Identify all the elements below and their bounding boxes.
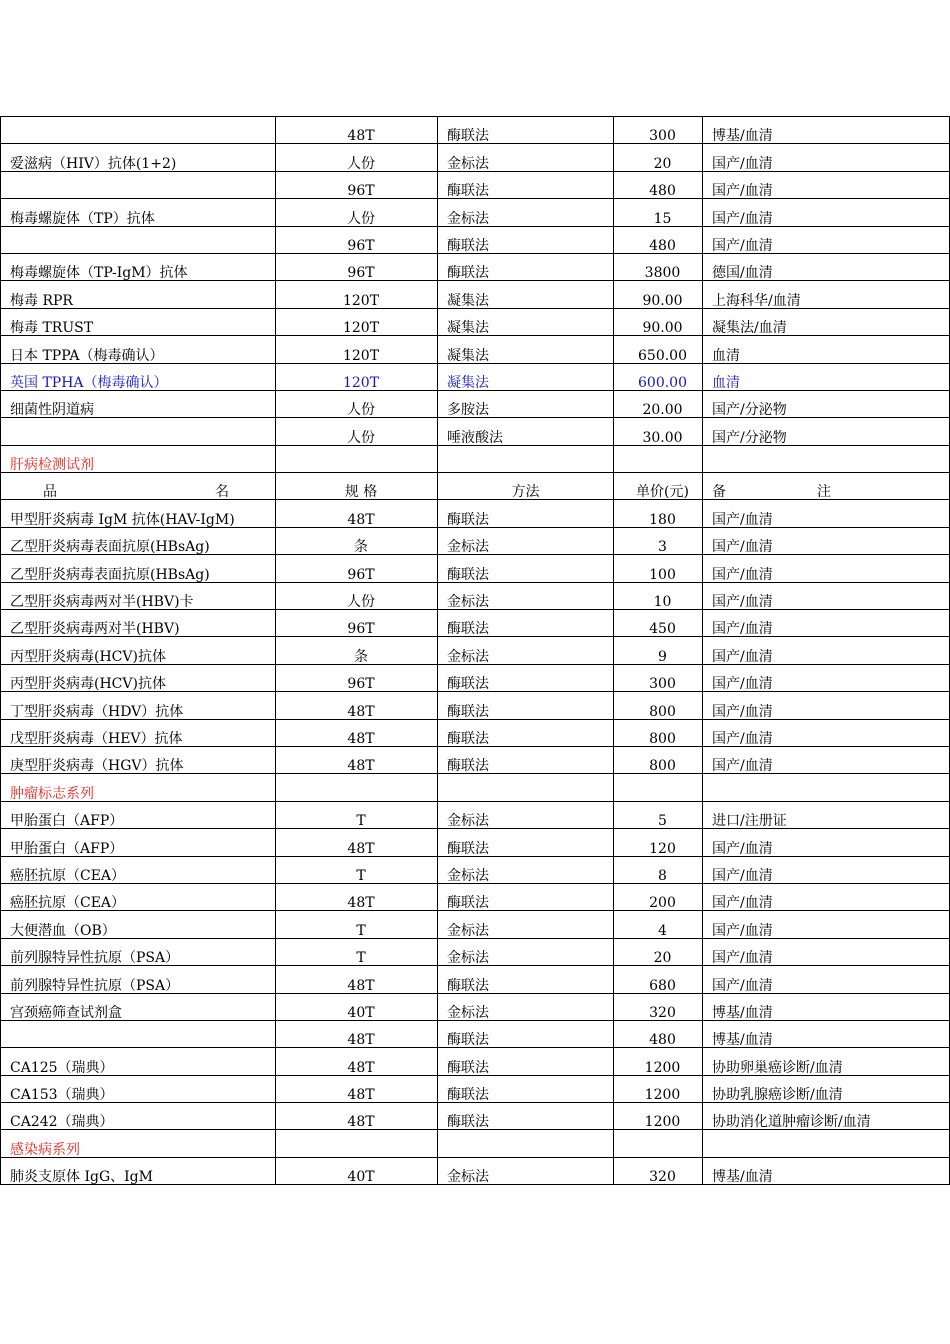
product-spec: 96T [276, 253, 438, 280]
product-price: 20 [614, 938, 703, 965]
product-remark: 国产/血清 [703, 144, 950, 171]
product-remark: 国产/血清 [703, 746, 950, 773]
col-header-name-part: 品 [43, 484, 57, 500]
product-name: 乙型肝炎病毒两对半(HBV)卡 [1, 582, 276, 609]
product-remark: 国产/血清 [703, 829, 950, 856]
product-spec: 人份 [276, 418, 438, 445]
product-price: 450 [614, 610, 703, 637]
product-price: 9 [614, 637, 703, 664]
product-method: 凝集法 [438, 308, 614, 335]
product-method: 酶联法 [438, 610, 614, 637]
product-remark: 国产/血清 [703, 527, 950, 554]
product-spec: 条 [276, 527, 438, 554]
product-price: 800 [614, 719, 703, 746]
product-method: 酶联法 [438, 1075, 614, 1102]
product-method: 凝集法 [438, 336, 614, 363]
product-spec: 120T [276, 363, 438, 390]
product-remark: 国产/血清 [703, 199, 950, 226]
product-remark: 国产/血清 [703, 692, 950, 719]
product-method: 酶联法 [438, 226, 614, 253]
product-method: 酶联法 [438, 500, 614, 527]
product-price: 600.00 [614, 363, 703, 390]
product-method: 酶联法 [438, 1020, 614, 1047]
product-price: 120 [614, 829, 703, 856]
product-name: 前列腺特异性抗原（PSA） [1, 938, 276, 965]
product-price: 4 [614, 911, 703, 938]
empty-cell [614, 774, 703, 801]
product-price: 800 [614, 692, 703, 719]
product-price: 5 [614, 801, 703, 828]
product-method: 酶联法 [438, 746, 614, 773]
product-remark: 国产/血清 [703, 226, 950, 253]
empty-cell [438, 774, 614, 801]
table-row [1, 993, 950, 1020]
product-name: CA242（瑞典） [1, 1103, 276, 1130]
product-spec: 条 [276, 637, 438, 664]
table-row [1, 966, 950, 993]
product-price: 90.00 [614, 308, 703, 335]
table-row [1, 856, 950, 883]
table-row [1, 610, 950, 637]
table-row [1, 308, 950, 335]
product-name: 丁型肝炎病毒（HDV）抗体 [1, 692, 276, 719]
product-remark: 国产/血清 [703, 500, 950, 527]
product-method: 凝集法 [438, 363, 614, 390]
product-remark: 国产/分泌物 [703, 390, 950, 417]
product-remark: 协助乳腺癌诊断/血清 [703, 1075, 950, 1102]
product-name [1, 418, 276, 445]
product-spec: 48T [276, 883, 438, 910]
reagent-price-table [0, 116, 950, 1185]
product-remark: 凝集法/血清 [703, 308, 950, 335]
product-price: 1200 [614, 1075, 703, 1102]
table-row [1, 500, 950, 527]
product-spec: 96T [276, 664, 438, 691]
product-remark: 博基/血清 [703, 117, 950, 144]
product-name: 丙型肝炎病毒(HCV)抗体 [1, 664, 276, 691]
product-spec: T [276, 801, 438, 828]
product-name: 日本 TPPA（梅毒确认） [1, 336, 276, 363]
col-header-name [1, 473, 276, 500]
product-name: 甲型肝炎病毒 IgM 抗体(HAV-IgM) [1, 500, 276, 527]
product-spec: 48T [276, 719, 438, 746]
product-method: 酶联法 [438, 664, 614, 691]
product-spec: T [276, 856, 438, 883]
product-method: 金标法 [438, 1157, 614, 1184]
table-row [1, 253, 950, 280]
table-row [1, 171, 950, 198]
product-price: 100 [614, 555, 703, 582]
product-spec: 40T [276, 993, 438, 1020]
product-spec: 40T [276, 1157, 438, 1184]
product-price: 3 [614, 527, 703, 554]
product-method: 酶联法 [438, 117, 614, 144]
product-method: 多胺法 [438, 390, 614, 417]
product-name: 英国 TPHA（梅毒确认） [1, 363, 276, 390]
product-price: 180 [614, 500, 703, 527]
product-price: 1200 [614, 1103, 703, 1130]
product-name: 乙型肝炎病毒表面抗原(HBsAg) [1, 555, 276, 582]
product-spec: 48T [276, 746, 438, 773]
product-price: 300 [614, 664, 703, 691]
product-spec: 48T [276, 500, 438, 527]
product-price: 10 [614, 582, 703, 609]
product-remark: 血清 [703, 363, 950, 390]
product-spec: 48T [276, 117, 438, 144]
col-header-name-part: 名 [215, 484, 229, 500]
product-remark: 博基/血清 [703, 993, 950, 1020]
product-remark: 国产/血清 [703, 555, 950, 582]
product-price: 1200 [614, 1048, 703, 1075]
table-row [1, 527, 950, 554]
table-row [1, 938, 950, 965]
product-method: 金标法 [438, 527, 614, 554]
section-title: 肝病检测试剂 [1, 445, 276, 472]
product-spec: 人份 [276, 199, 438, 226]
product-remark: 德国/血清 [703, 253, 950, 280]
product-remark: 进口/注册证 [703, 801, 950, 828]
table-row [1, 692, 950, 719]
col-header-remark-part: 备 [712, 484, 726, 500]
product-method: 酶联法 [438, 966, 614, 993]
product-remark: 国产/血清 [703, 582, 950, 609]
product-spec: 48T [276, 1103, 438, 1130]
product-remark: 国产/分泌物 [703, 418, 950, 445]
col-header-method: 方法 [438, 473, 614, 500]
product-spec: T [276, 911, 438, 938]
empty-cell [276, 1130, 438, 1157]
product-method: 酶联法 [438, 883, 614, 910]
empty-cell [438, 1130, 614, 1157]
table-row [1, 418, 950, 445]
table-row [1, 801, 950, 828]
product-price: 90.00 [614, 281, 703, 308]
empty-cell [703, 774, 950, 801]
product-price: 680 [614, 966, 703, 993]
product-method: 酶联法 [438, 829, 614, 856]
product-method: 酶联法 [438, 1103, 614, 1130]
empty-cell [614, 445, 703, 472]
product-remark: 上海科华/血清 [703, 281, 950, 308]
product-name: 乙型肝炎病毒两对半(HBV) [1, 610, 276, 637]
product-spec: 96T [276, 610, 438, 637]
product-price: 20.00 [614, 390, 703, 417]
product-method: 金标法 [438, 582, 614, 609]
product-name: 庚型肝炎病毒（HGV）抗体 [1, 746, 276, 773]
product-spec: 48T [276, 1075, 438, 1102]
table-row [1, 1157, 950, 1184]
product-method: 金标法 [438, 856, 614, 883]
product-price: 300 [614, 117, 703, 144]
product-spec: 人份 [276, 144, 438, 171]
table-row [1, 746, 950, 773]
product-method: 金标法 [438, 911, 614, 938]
product-spec: 48T [276, 692, 438, 719]
product-remark: 国产/血清 [703, 664, 950, 691]
empty-cell [276, 774, 438, 801]
table-body [1, 117, 950, 1185]
product-price: 480 [614, 171, 703, 198]
product-method: 唾液酸法 [438, 418, 614, 445]
table-row [1, 911, 950, 938]
product-name: 丙型肝炎病毒(HCV)抗体 [1, 637, 276, 664]
product-name [1, 117, 276, 144]
product-price: 8 [614, 856, 703, 883]
col-header-remark-part: 注 [817, 484, 831, 500]
empty-cell [703, 445, 950, 472]
empty-cell [703, 1130, 950, 1157]
table-row [1, 144, 950, 171]
product-remark: 博基/血清 [703, 1157, 950, 1184]
product-spec: 96T [276, 171, 438, 198]
product-spec: 96T [276, 226, 438, 253]
product-name: 宫颈癌筛查试剂盒 [1, 993, 276, 1020]
product-name: 爱滋病（HIV）抗体(1+2) [1, 144, 276, 171]
product-spec: 48T [276, 966, 438, 993]
product-name: 戊型肝炎病毒（HEV）抗体 [1, 719, 276, 746]
col-header-remark [703, 473, 950, 500]
product-name: 梅毒螺旋体（TP）抗体 [1, 199, 276, 226]
product-remark: 国产/血清 [703, 911, 950, 938]
table-row [1, 117, 950, 144]
table-row [1, 363, 950, 390]
product-name: 甲胎蛋白（AFP） [1, 829, 276, 856]
table-row [1, 664, 950, 691]
product-name [1, 1020, 276, 1047]
table-row [1, 637, 950, 664]
product-method: 金标法 [438, 144, 614, 171]
table-row [1, 226, 950, 253]
col-header-price: 单价(元) [614, 473, 703, 500]
product-name: CA153（瑞典） [1, 1075, 276, 1102]
product-remark: 国产/血清 [703, 610, 950, 637]
section-title: 感染病系列 [1, 1130, 276, 1157]
product-price: 800 [614, 746, 703, 773]
table-row [1, 1075, 950, 1102]
section-title: 肿瘤标志系列 [1, 774, 276, 801]
section-row [1, 1130, 950, 1157]
product-name: 肺炎支原体 IgG、IgM [1, 1157, 276, 1184]
table-row [1, 390, 950, 417]
col-header-spec: 规 格 [276, 473, 438, 500]
product-price: 30.00 [614, 418, 703, 445]
product-remark: 协助消化道肿瘤诊断/血清 [703, 1103, 950, 1130]
product-name: 大便潜血（OB） [1, 911, 276, 938]
product-remark: 国产/血清 [703, 637, 950, 664]
table-row [1, 555, 950, 582]
product-price: 200 [614, 883, 703, 910]
product-spec: 120T [276, 336, 438, 363]
product-name: 梅毒 RPR [1, 281, 276, 308]
product-method: 酶联法 [438, 692, 614, 719]
product-price: 320 [614, 993, 703, 1020]
table-row [1, 336, 950, 363]
product-remark: 国产/血清 [703, 719, 950, 746]
product-price: 320 [614, 1157, 703, 1184]
product-price: 3800 [614, 253, 703, 280]
product-remark: 国产/血清 [703, 966, 950, 993]
product-price: 480 [614, 1020, 703, 1047]
product-name: 梅毒 TRUST [1, 308, 276, 335]
empty-cell [614, 1130, 703, 1157]
section-row [1, 445, 950, 472]
product-method: 金标法 [438, 199, 614, 226]
product-name [1, 171, 276, 198]
product-name: 梅毒螺旋体（TP-IgM）抗体 [1, 253, 276, 280]
product-method: 酶联法 [438, 253, 614, 280]
product-remark: 国产/血清 [703, 938, 950, 965]
product-spec: 人份 [276, 582, 438, 609]
product-spec: 48T [276, 829, 438, 856]
product-method: 酶联法 [438, 555, 614, 582]
table-row [1, 719, 950, 746]
table-row [1, 281, 950, 308]
product-method: 金标法 [438, 801, 614, 828]
product-method: 酶联法 [438, 1048, 614, 1075]
product-spec: 人份 [276, 390, 438, 417]
column-header-row [1, 473, 950, 500]
product-method: 金标法 [438, 938, 614, 965]
table-row [1, 1103, 950, 1130]
product-name: 甲胎蛋白（AFP） [1, 801, 276, 828]
product-remark: 血清 [703, 336, 950, 363]
product-name: 前列腺特异性抗原（PSA） [1, 966, 276, 993]
product-name: 乙型肝炎病毒表面抗原(HBsAg) [1, 527, 276, 554]
table-row [1, 829, 950, 856]
product-remark: 国产/血清 [703, 856, 950, 883]
table-row [1, 582, 950, 609]
product-method: 凝集法 [438, 281, 614, 308]
product-price: 480 [614, 226, 703, 253]
product-method: 金标法 [438, 637, 614, 664]
table-row [1, 883, 950, 910]
product-spec: T [276, 938, 438, 965]
product-method: 酶联法 [438, 719, 614, 746]
empty-cell [276, 445, 438, 472]
section-row [1, 774, 950, 801]
product-spec: 120T [276, 281, 438, 308]
product-spec: 48T [276, 1020, 438, 1047]
product-price: 20 [614, 144, 703, 171]
product-remark: 国产/血清 [703, 883, 950, 910]
product-price: 650.00 [614, 336, 703, 363]
table-row [1, 1048, 950, 1075]
product-spec: 48T [276, 1048, 438, 1075]
product-name: 癌胚抗原（CEA） [1, 856, 276, 883]
product-remark: 博基/血清 [703, 1020, 950, 1047]
product-name: 细菌性阴道病 [1, 390, 276, 417]
product-price: 15 [614, 199, 703, 226]
product-name: 癌胚抗原（CEA） [1, 883, 276, 910]
product-remark: 国产/血清 [703, 171, 950, 198]
table-row [1, 1020, 950, 1047]
product-name [1, 226, 276, 253]
product-method: 酶联法 [438, 171, 614, 198]
product-name: CA125（瑞典） [1, 1048, 276, 1075]
table-row [1, 199, 950, 226]
product-method: 金标法 [438, 993, 614, 1020]
product-spec: 120T [276, 308, 438, 335]
product-remark: 协助卵巢癌诊断/血清 [703, 1048, 950, 1075]
empty-cell [438, 445, 614, 472]
product-spec: 96T [276, 555, 438, 582]
